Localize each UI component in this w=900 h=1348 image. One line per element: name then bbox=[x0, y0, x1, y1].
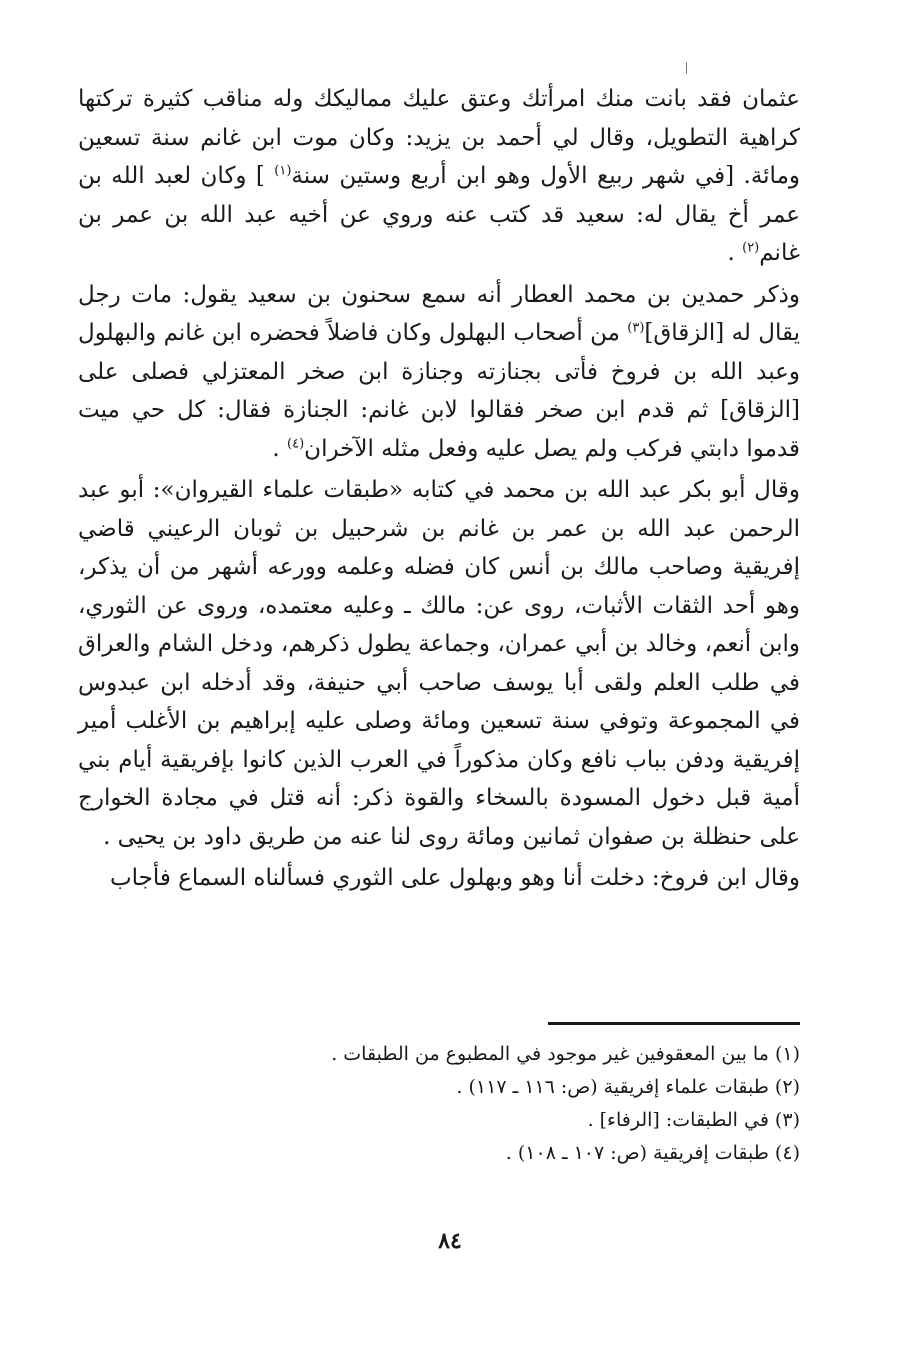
paragraph-text: عثمان فقد بانت منك امرأتك وعتق عليك مماليكك وله مناقب كثيرة تركتها كراهية التطويل، وقال لي أحمد بن يزيد: وكان موت ابن غانم سنة تسعين ومائة. [في شهر ربيع الأول وهو ابن أربع وستين سنة bbox=[78, 86, 800, 189]
paragraph bbox=[78, 859, 800, 898]
footnote-2: (٢) طبقات علماء إفريقية (ص: ١١٦ ـ ١١٧) . bbox=[456, 1076, 800, 1098]
paragraph-text: . bbox=[727, 240, 743, 266]
paragraph bbox=[78, 471, 800, 856]
footnote-reference: (١) bbox=[274, 163, 292, 179]
paragraph-text: . bbox=[272, 435, 288, 462]
footnote-reference: (٤) bbox=[287, 435, 305, 451]
footnotes bbox=[78, 1038, 800, 1170]
paragraph-text: وقال أبو بكر عبد الله بن محمد في كتابه «طبقات علماء القيروان»: أبو عبد الرحمن عبد الله بن عمر بن غانم بن شرحبيل بن ثوبان الرعيني قاضي إفريقية وصاحب مالك بن أنس كان فضله وعلمه وورعه أشهر من أن يذكر، وهو أحد الثقات الأثبات، روى عن: مالك ـ وعليه معتمده، وروى عن الثوري، وابن أنعم، وخالد بن أبي عمران، وجماعة يطول ذكرهم، ودخل الشام والعراق في طلب العلم ولقى أبا يوسف صاحب أبي حنيفة، وقد أدخله ابن عبدوس في المجموعة وتوفي سنة تسعين ومائة وصلى عليه إبراهيم بن الأغلب أمير إفريقية ودفن بباب نافع وكان مذكوراً في العرب الذين كانوا بإفريقية أيام بني أمية قبل دخول المسودة بالسخاء والقوة ذكر: أنه قتل في مجادة الخوارج على حنظلة بن صفوان ثمانين ومائة روى لنا عنه من طريق داود بن يحيى . bbox=[78, 477, 800, 850]
paragraph-text: وقال ابن فروخ: دخلت أنا وهو وبهلول على الثوري فسألناه السماع فأجاب bbox=[109, 865, 800, 891]
paragraph bbox=[78, 276, 800, 469]
page-number: ٨٤ bbox=[438, 1228, 462, 1254]
footnote-separator bbox=[548, 1022, 800, 1025]
footnote-3: (٣) في الطبقات: [الرفاء] . bbox=[587, 1109, 800, 1131]
main-text bbox=[78, 80, 800, 898]
paragraph-text: من أصحاب البهلول وكان فاضلاً فحضره ابن غانم والبهلول وعبد الله بن فروخ فأتى بجنازته وجنازة ابن صخر المعتزلي فصلى على [الزقاق] ثم قدم ابن صخر فقالوا لابن غانم: الجنازة فقال: كل حي ميت قدموا دابتي فركب ولم يصل عليه وفعل مثله الآخران bbox=[78, 320, 800, 462]
margin-mark bbox=[686, 62, 687, 74]
paragraph-text: وذكر حمدين بن محمد العطار أنه سمع سحنون بن سعيد يقول: مات رجل يقال له [الزقاق] bbox=[78, 281, 800, 346]
paragraph bbox=[78, 80, 800, 273]
paragraph-text: ] وكان لعبد الله بن عمر أخ يقال له: سعيد قد كتب عنه وروي عن أخيه عبد الله بن عمر بن غانم bbox=[78, 163, 800, 266]
footnote-reference: (٣) bbox=[627, 320, 645, 336]
footnote-1: (١) ما بين المعقوفين غير موجود في المطبوع من الطبقات . bbox=[331, 1043, 800, 1065]
footnote-4: (٤) طبقات إفريقية (ص: ١٠٧ ـ ١٠٨) . bbox=[505, 1142, 800, 1164]
footnote-reference: (٢) bbox=[742, 240, 760, 256]
